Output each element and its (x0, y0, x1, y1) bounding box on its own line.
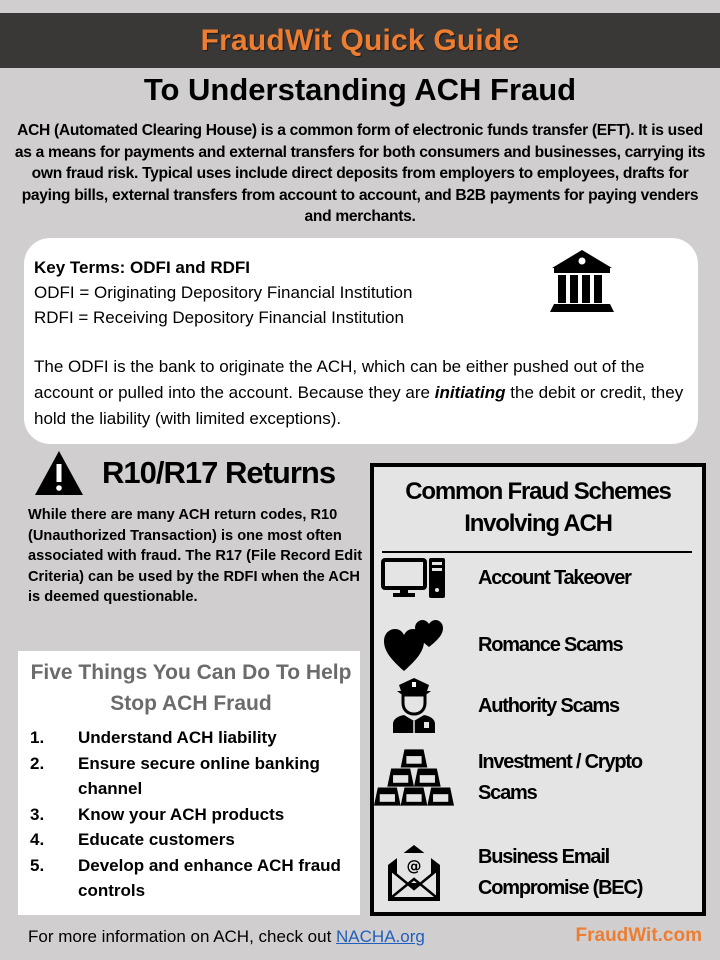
gold-bars-icon (374, 747, 454, 809)
svg-text:@: @ (406, 857, 422, 875)
fraud-scheme-investment-crypto (374, 747, 704, 809)
item-text: Develop and enhance ACH fraud controls (78, 855, 341, 900)
item-text: Ensure secure online banking channel (78, 753, 320, 798)
item-text: Understand ACH liability (78, 728, 277, 747)
list-item (30, 827, 352, 853)
list-item (30, 751, 352, 802)
returns-title: R10/R17 Returns (102, 455, 336, 490)
hearts-icon (384, 617, 444, 673)
police-officer-icon (391, 677, 437, 735)
item-number: 1. (30, 728, 45, 747)
fraud-scheme-romance (374, 617, 704, 673)
fraud-scheme-label: Authority Scams (478, 694, 619, 717)
bank-icon (550, 248, 614, 314)
list-item (30, 725, 352, 751)
footer-info (28, 927, 425, 947)
item-number: 3. (30, 804, 45, 824)
fraud-scheme-label: Account Takeover (478, 566, 631, 589)
divider (382, 551, 692, 553)
footer-text: For more information on ACH, check out (28, 927, 337, 946)
fraud-scheme-account-takeover (374, 557, 704, 599)
emphasis-initiating: initiating (434, 383, 506, 402)
footer-brand: FraudWit.com (575, 925, 702, 946)
odfi-explanation-part1: The ODFI is the bank to originate the ACH, which can be either pushed out of the account or pulled into the account. Because they are (34, 357, 645, 402)
page-subtitle: To Understanding ACH Fraud (143, 72, 577, 107)
key-terms-heading: Key Terms: ODFI and RDFI (34, 258, 250, 277)
fraud-scheme-label: Romance Scams (478, 633, 623, 656)
fraud-schemes-title: Common Fraud Schemes Involving ACH (405, 478, 671, 537)
fraud-scheme-label: Investment / Crypto Scams (478, 751, 642, 804)
key-terms-box (24, 238, 698, 444)
returns-heading (34, 448, 335, 498)
five-things-list (30, 725, 352, 904)
warning-icon (34, 450, 84, 496)
five-things-box (18, 651, 360, 915)
returns-description: While there are many ACH return codes, R10 (Unauthorized Transaction) is one most often associated with fraud. The R17 (File Record Edit Criteria) can be used by the RDFI when the ACH is deemed questionable. (28, 507, 363, 605)
email-icon (386, 843, 442, 903)
header-title: FraudWit Quick Guide (200, 23, 520, 57)
list-item (30, 802, 352, 828)
intro-paragraph: ACH (Automated Clearing House) is a common form of electronic funds transfer (EFT). It is used as a means for payments and external transfers for both consumers and businesses, carrying its own fraud risk. Typical uses include direct deposits from employers to employees, drafts for paying bills, external transfers from account to account, and B2B payments for paying venders and merchants. (14, 122, 706, 225)
fraud-scheme-bec (374, 842, 704, 904)
odfi-explanation (34, 354, 688, 432)
list-item (30, 853, 352, 904)
fraud-scheme-label: Business Email Compromise (BEC) (478, 846, 643, 899)
computer-icon (381, 557, 447, 599)
nacha-link[interactable]: NACHA.org (336, 927, 425, 946)
fraud-schemes-box (370, 463, 706, 916)
odfi-definition: ODFI = Originating Depository Financial Institution (34, 283, 413, 302)
item-text: Educate customers (78, 830, 235, 849)
five-things-title: Five Things You Can Do To Help Stop ACH Fraud (30, 661, 352, 715)
item-number: 4. (30, 830, 45, 849)
fraud-scheme-authority (374, 677, 704, 735)
item-number: 5. (30, 855, 45, 875)
rdfi-definition: RDFI = Receiving Depository Financial Institution (34, 308, 404, 327)
odfi-explanation-part2: the debit or credit, they hold the liability (with limited exceptions). (34, 383, 684, 428)
item-number: 2. (30, 753, 45, 773)
item-text: Know your ACH products (78, 804, 285, 824)
header-bar (0, 13, 720, 68)
